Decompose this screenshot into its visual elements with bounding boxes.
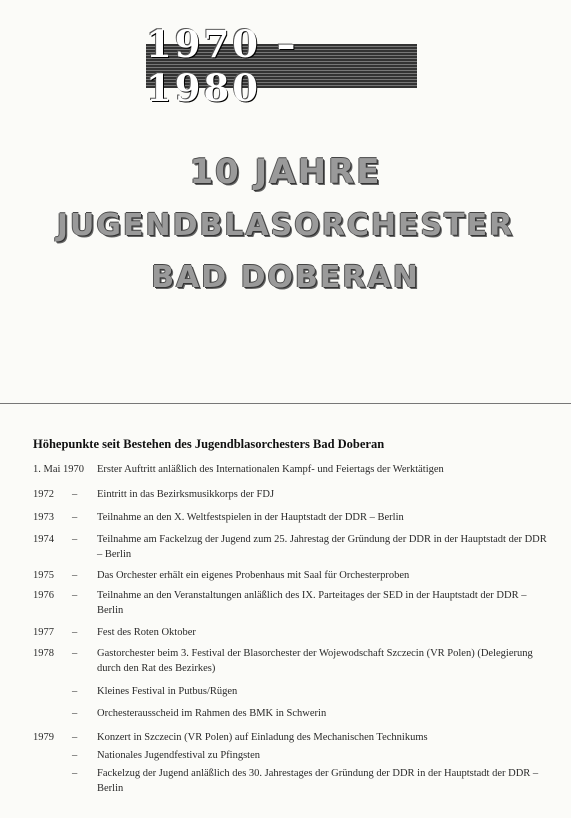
entry-text: Orchesterausscheid im Rahmen des BMK in Schwerin [97,708,327,719]
entry-text: Nationales Jugendfestival zu Pfingsten [97,750,261,761]
entry-date: 1977 [33,627,54,638]
entry-text: Fest des Roten Oktober [97,627,196,638]
entry-text: Gastorchester beim 3. Festival der Blasorchester der Wojewodschaft Szczecin (VR Polen) (Delegierung durch den Rat des Bezirkes) [97,648,533,674]
year-range-banner [146,22,417,110]
entry-date: 1976 [33,590,54,601]
entry-date: 1978 [33,648,54,659]
entry-dash: – [72,686,78,697]
headline-town: BAD DOBERAN [151,260,420,295]
entry-dash: – [72,732,78,743]
entry-dash: – [72,627,78,638]
section-title: Höhepunkte seit Bestehen des Jugendblasorchesters Bad Doberan [33,437,385,451]
entry-date: 1972 [33,489,54,500]
entry-text: Teilnahme am Fackelzug der Jugend zum 25. Jahrestag der Gründung der DDR in der Hauptstadt der DDR – Berlin [97,534,547,560]
entry-date: 1975 [33,570,54,581]
entry-text: Kleines Festival in Putbus/Rügen [97,686,238,697]
entry-date: 1974 [33,534,54,545]
headline-years: 10 JAHRE [189,152,382,192]
entry-text: Erster Auftritt anläßlich des Internationalen Kampf- und Feiertags der Werktätigen [97,464,444,475]
entry-dash: – [72,534,78,545]
entry-text: Konzert in Szczecin (VR Polen) auf Einladung des Mechanischen Technikums [97,732,428,743]
entry-dash: – [72,648,78,659]
entry-dash: – [72,512,78,523]
entry-date: 1979 [33,732,54,743]
entry-date: 1973 [33,512,54,523]
divider-line [0,403,571,404]
entry-text: Teilnahme an den X. Weltfestspielen in der Hauptstadt der DDR – Berlin [97,512,404,523]
entry-date: 1. Mai 1970 [33,464,85,475]
entry-dash: – [72,750,78,761]
entry-text: Fackelzug der Jugend anläßlich des 30. Jahrestages der Gründung der DDR in der Hauptstadt der DDR – Berlin [97,768,539,794]
entry-dash: – [72,489,78,500]
entry-dash: – [72,590,78,601]
entry-text: Teilnahme an den Veranstaltungen anläßlich des IX. Parteitages der SED in der Hauptstadt der DDR – Berlin [97,590,527,616]
headline-orchestra: JUGENDBLASORCHESTER [56,208,515,243]
entry-dash: – [72,708,78,719]
entry-dash: – [72,768,78,779]
year-range-text: 1970 – 1980 [146,22,299,110]
entry-text: Eintritt in das Bezirksmusikkorps der FDJ [97,489,275,500]
entry-text: Das Orchester erhält ein eigenes Probenhaus mit Saal für Orchesterproben [97,570,410,581]
entry-dash: – [72,570,78,581]
